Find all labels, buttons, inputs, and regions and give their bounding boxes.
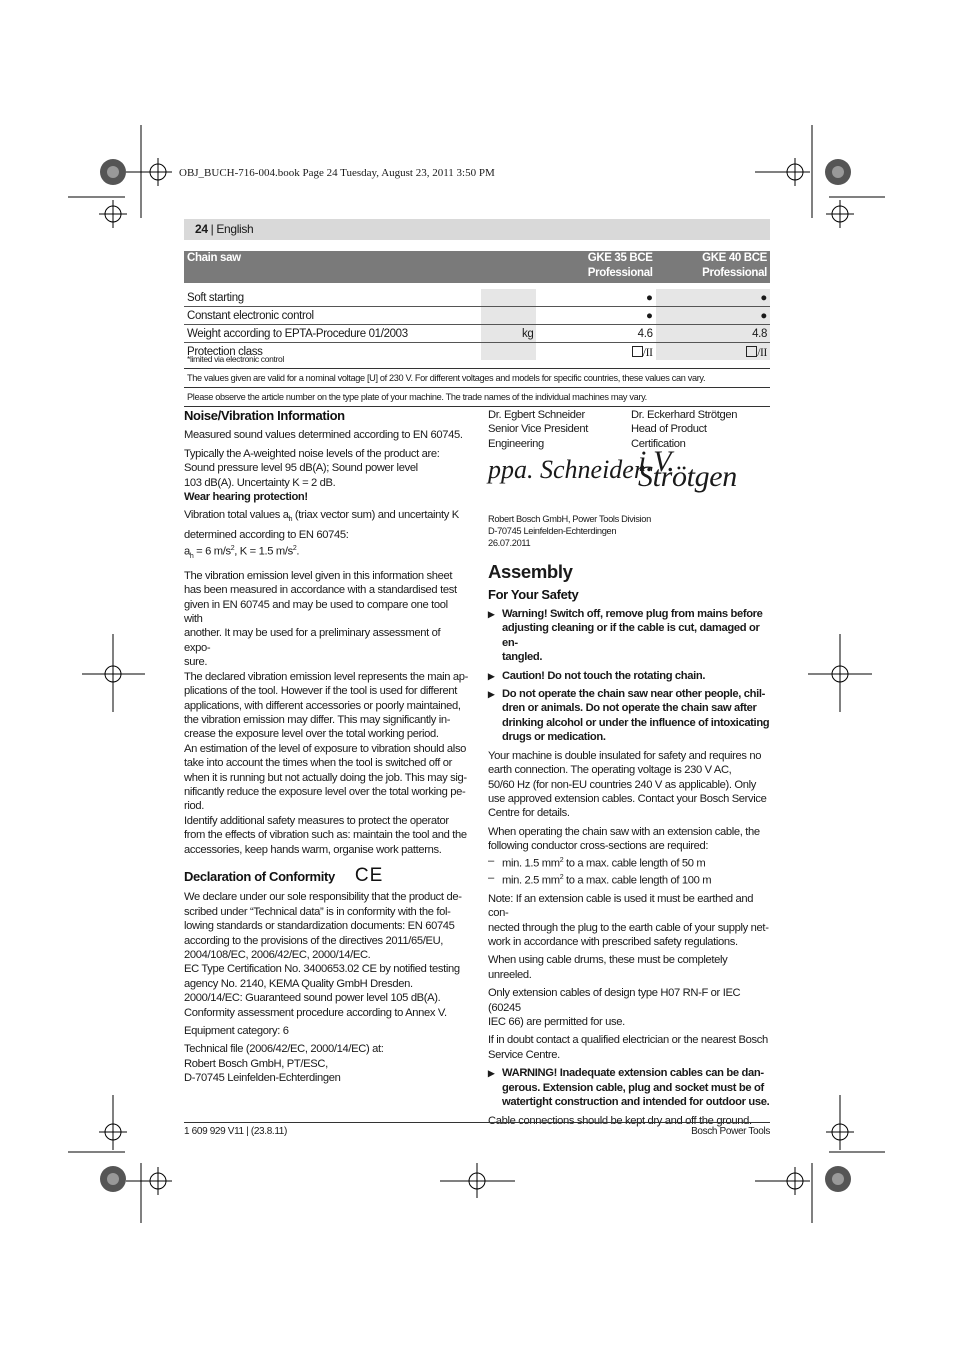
table-row: Constant electronic control ● ●	[184, 307, 770, 325]
spec-note: Please observe the article number on the type plate of your machine. The trade names of the individual machines may vary.	[184, 392, 770, 407]
signature-right: i.V. Strötgen	[638, 445, 737, 493]
list-item: – min. 1.5 $mm^2$ to a max. cable length of 50 m	[488, 854, 772, 871]
section-title-assembly: Assembly	[488, 561, 573, 583]
registration-target-icon	[755, 125, 885, 228]
warning-bullet: ▶ Warning! Switch off, remove plug from mains before adjusting cleaning or if the cable is cut, damaged or en- tangled.	[488, 607, 772, 665]
table-row: Soft starting ● ●	[184, 289, 770, 307]
book-info-line: OBJ_BUCH-716-004.book Page 24 Tuesday, August 23, 2011 3:50 PM	[179, 167, 495, 179]
right-column: Dr. Egbert Schneider Senior Vice President Engineering Dr. Eckerhard Strötgen Head of Product Certification ppa. Schneider i.V. Strötgen Robert Bosch GmbH, Power Tools Division D-70745 Leinfelden-Echterdingen 26.07.2011 Assembly For Your Safety ▶ Warning! Switch off, remove plug from mains before adjusting cleaning or if the cable is cut, damaged or en- tangled. ▶ Caution! Do not touch the rotating chain. ▶ Do not operate the chain saw near other people, chil- dren or animals. Do not operate the chain saw after drinking alcohol or under the influence of intoxicating drugs or medication. Your machine is double insulated for safety and requires no earth connection. The operating voltage is 230 V AC, 50/60 Hz (for non-EU countries 240 V as applicable). Only use approved extension cables. Contact your Bosch Service Centre for details. When operating the chain saw with an extension cable, the following conductor cross-sections are required: – min. 1.5 $mm^2$ to a max. cable length of 50 m – min. 2.5 $mm^2$ to a max. cable length of 100 m Note: If an extension cable is used it must be earthed and con- nected through the plug to the earth cable of your supply net- work in accordance with prescribed safety regulations. When using cable drums, these must be completely unreeled. Only extension cables of design type H07 RN-F or IEC (60245 IEC 66) are permitted for use. If in doubt contact a qualified electrician or the nearest Bosch Service Centre. ▶ WARNING! Inadequate extension cables can be dan- gerous. Extension cable, plug and socket must be of watertight construction and intended for outdoor use. Cable connections should be kept dry and off the ground.	[488, 408, 772, 1132]
registration-target-icon	[755, 1095, 885, 1223]
ce-mark-icon: CE	[354, 864, 384, 886]
hearing-warning: Wear hearing protection!	[184, 491, 308, 504]
spec-footnote: *limited via electronic control	[184, 354, 770, 369]
footer-brand: Bosch Power Tools	[691, 1126, 770, 1137]
footer-doc-number: 1 609 929 V11 | (23.8.11)	[184, 1126, 288, 1137]
page-number: 24	[195, 222, 208, 236]
warning-bullet: ▶ Caution! Do not touch the rotating chain.	[488, 669, 772, 683]
warning-bullet: ▶ Do not operate the chain saw near other people, chil- dren or animals. Do not operate the chain saw after drinking alcohol or under the influence of intoxicating drugs or medication.	[488, 687, 772, 745]
section-title-noise: Noise/Vibration Information	[184, 408, 345, 423]
company-address: Robert Bosch GmbH, Power Tools Division D-70745 Leinfelden-Echterdingen 26.07.2011	[488, 514, 651, 549]
spec-col-product: Chain saw	[187, 252, 241, 264]
registration-target-icon	[68, 1095, 172, 1223]
section-subtitle-safety: For Your Safety	[488, 586, 579, 602]
registration-target-icon	[68, 125, 172, 228]
registration-target-icon	[808, 634, 872, 712]
left-column: Noise/Vibration Information Measured sound values determined according to EN 60745. Typically the A-weighted noise levels of the product are: Sound pressure level 95 dB(A); Sound power level 103 dB(A). Uncertainty K = 2 dB. Wear hearing protection! Vibration total values $a_h$ (triax vector sum) and uncertainty K determined according to EN 60745: $a_h = 6$ $m/s^2$, K = 1.5 $m/s^2$. The vibration emission level given in this information sheet has been measured in accordance with a standardised test given in EN 60745 and may be used to compare one tool with another. It may be used for a preliminary assessment of expo- sure. The declared vibration emission level represents the main ap- plications of the tool. However if the tool is used for different applications, with different accessories or poorly maintained, the vibration emission may differ. This may significantly in- crease the exposure level over the total working period. An estimation of the level of exposure to vibration should also take into account the times when the tool is switched off or when it is running but not actually doing the job. This may sig- nificantly reduce the exposure level over the total working pe- riod. Identify additional safety measures to protect the operator from the effects of vibration such as: maintain the tool and the accessories, keep hands warm, organise work patterns. Declaration of Conformity CE We declare under our sole responsibility that the product de- scribed under “Technical data” is in conformity with the fol- lowing standards or standardization documents: EN 60745 according to the provisions of the directives 2011/65/EU, 2004/108/EC, 2006/42/EC, 2000/14/EC. EC Type Certification No. 3400653.02 CE by notified testing agency No. 2140, KEMA Quality GmbH Dresden. 2000/14/EC: Guaranteed sound power level 105 dB(A). Conformity assessment procedure according to Annex V. Equipment category: 6 Technical file (2006/42/EC, 2000/14/EC) at: Robert Bosch GmbH, PT/ESC, D-70745 Leinfelden-Echterdingen	[184, 408, 468, 1085]
handwritten-signatures	[488, 445, 772, 513]
page-header: 24 | English	[184, 219, 770, 240]
page-language: English	[216, 222, 254, 236]
spec-col-model1: GKE 35 BCE Professional	[587, 252, 653, 279]
list-item: – min. 2.5 $mm^2$ to a max. cable length of 100 m	[488, 871, 772, 888]
registration-target-icon	[440, 1163, 515, 1198]
spec-note: The values given are valid for a nominal voltage [U] of 230 V. For different voltages and models for specific countries, these values can vary.	[184, 373, 770, 388]
signatories: Dr. Egbert Schneider Senior Vice President Engineering Dr. Eckerhard Strötgen Head of Product Certification	[488, 409, 738, 450]
registration-target-icon	[82, 634, 145, 712]
spec-col-model2: GKE 40 BCE Professional	[702, 252, 767, 279]
spec-table-header	[184, 251, 770, 283]
spec-notes	[184, 354, 770, 411]
warning-bullet: ▶ WARNING! Inadequate extension cables can be dan- gerous. Extension cable, plug and socket must be of watertight construction and intended for outdoor use.	[488, 1066, 772, 1109]
section-title-conformity: Declaration of Conformity CE	[184, 864, 384, 886]
page-footer	[184, 1122, 770, 1137]
table-row: Weight according to EPTA-Procedure 01/2003 kg 4.6 4.8	[184, 325, 770, 343]
spec-table	[184, 251, 770, 360]
signature-left: ppa. Schneider	[488, 455, 644, 485]
table-row: Protection class /II /II	[184, 343, 770, 361]
